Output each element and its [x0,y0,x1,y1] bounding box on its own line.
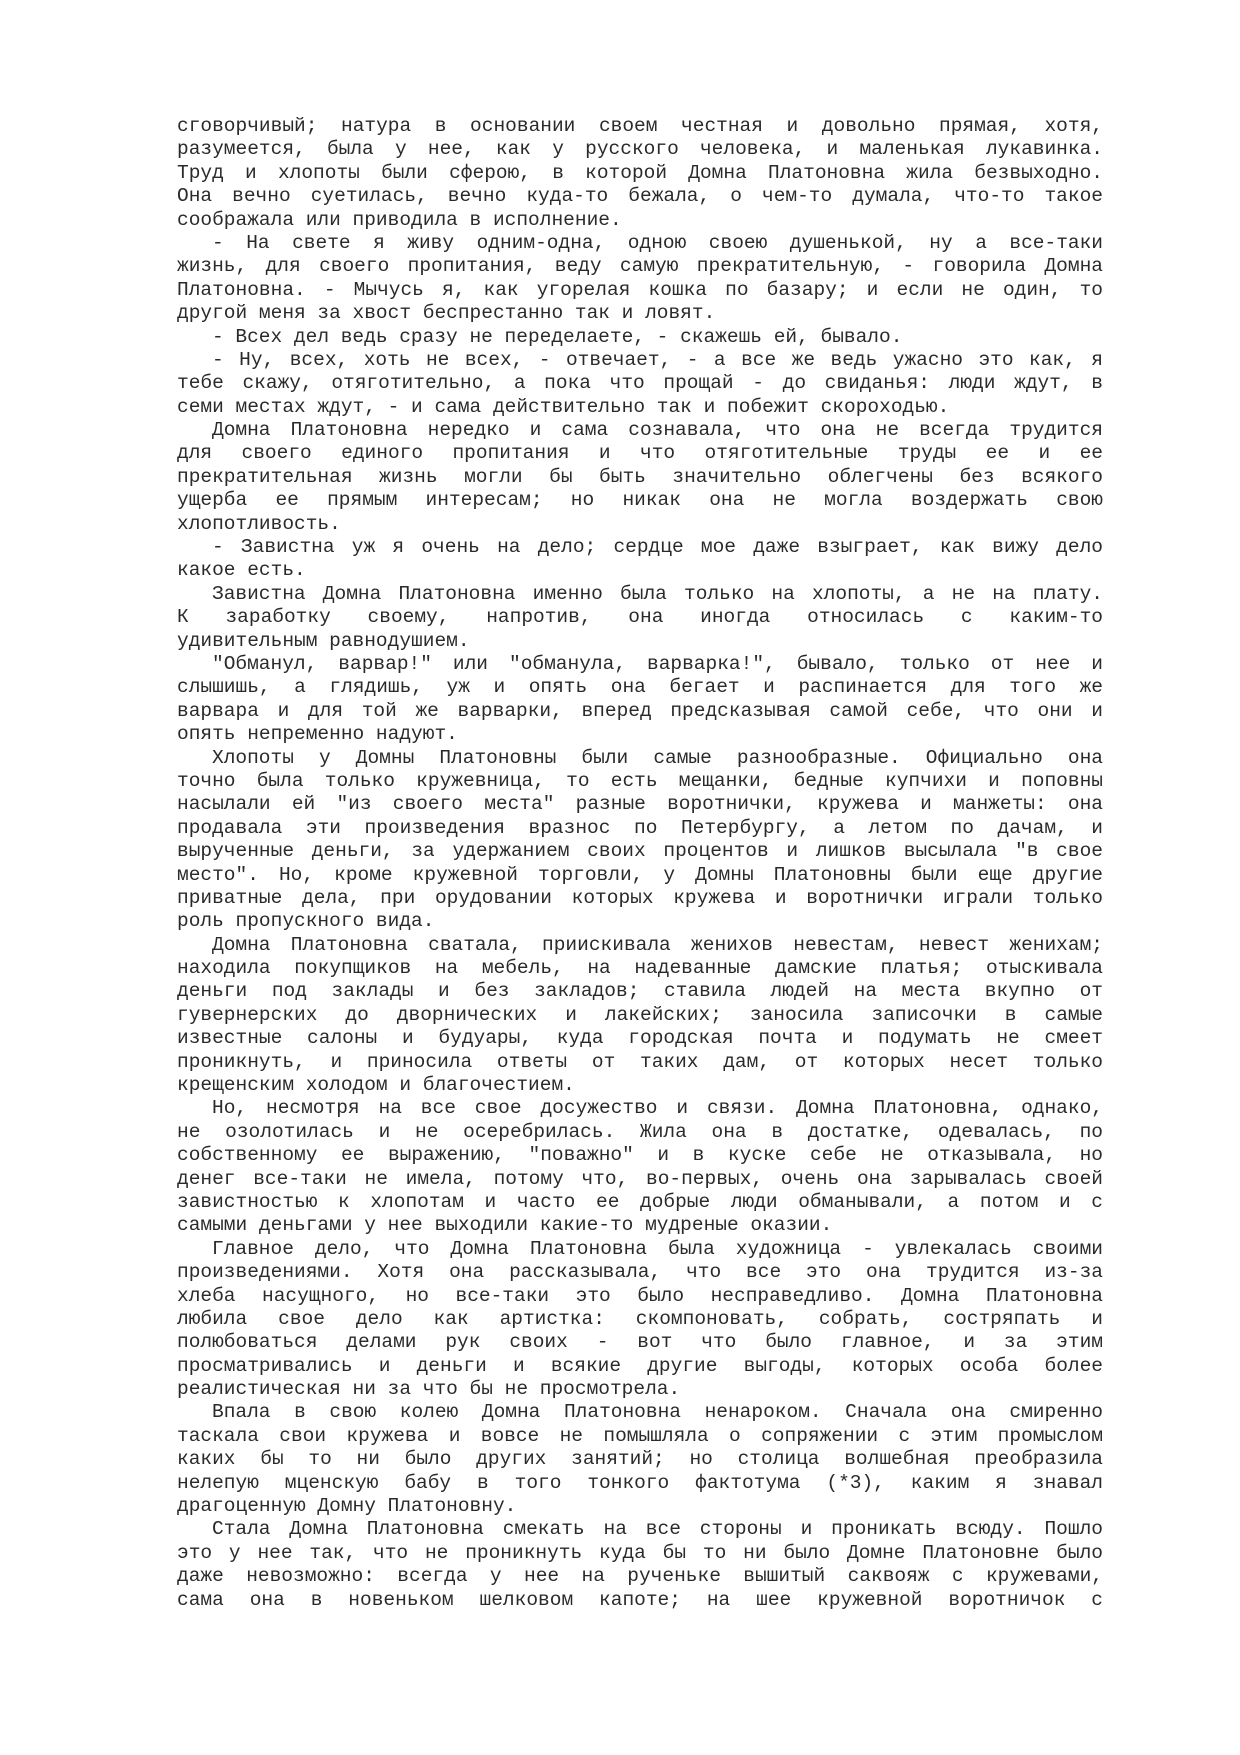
text-line: таскала свои кружева и вовсе не помышляла о сопряжении с этим промыслом [177,1424,1103,1447]
text-line: Впала в свою колею Домна Платоновна ненароком. Сначала она смиренно [212,1401,1103,1424]
text-line: Домна Платоновна сватала, приискивала женихов невестам, невест женихам; [212,933,1103,956]
text-line: крещенским холодом и благочестием. [177,1074,575,1097]
text-line: сговорчивый; натура в основании своем честная и довольно прямая, хотя, [177,115,1103,137]
text-line: роль пропускного вида. [177,910,435,933]
text-line: - Всех дел ведь сразу не переделаете, - скажешь ей, бывало. [212,325,903,348]
text-line: разумеется, была у нее, как у русского человека, и маленькая лукавинка. [177,138,1103,161]
text-line: приватные дела, при орудовании которых кружева и воротнички играли только [177,886,1103,909]
text-line: продавала эти произведения вразнос по Петербургу, а летом по дачам, и [177,816,1103,839]
text-line: варвара и для той же варварки, вперед предсказывая самой себе, что они и [177,699,1103,722]
text-line: соображала или приводила в исполнение. [177,208,622,231]
text-line: Завистна Домна Платоновна именно была только на хлопоты, а не на плату. [212,582,1103,605]
text-line: Главное дело, что Домна Платоновна была художница - увлекалась своими [212,1237,1103,1260]
text-line: известные салоны и будуары, куда городская почта и подумать не смеет [177,1027,1103,1050]
text-line: прекратительная жизнь могли бы быть значительно облегчены без всякого [177,465,1103,488]
text-line: это у нее так, что не проникнуть куда бы то ни было Домне Платоновне было [177,1541,1103,1564]
text-line: произведениями. Хотя она рассказывала, что все это она трудится из-за [177,1261,1103,1284]
text-line: насылали ей "из своего места" разные воротнички, кружева и манжеты: она [177,793,1103,816]
text-line: К заработку своему, напротив, она иногда относилась с каким-то [177,606,1103,629]
text-line: какое есть. [177,559,306,582]
text-line: - Ну, всех, хоть не всех, - отвечает, - а все же ведь ужасно это как, я [212,348,1103,371]
text-line: удивительным равнодушием. [177,629,470,652]
text-line: Но, несмотря на все свое досужество и связи. Домна Платоновна, однако, [212,1097,1103,1120]
text-line: просматривались и деньги и всякие другие выгоды, которых особа более [177,1354,1103,1377]
text-line: Стала Домна Платоновна смекать на все стороны и проникать всюду. Пошло [212,1518,1103,1541]
text-line: семи местах ждут, - и сама действительно так и побежит скороходью. [177,395,950,418]
text-line: собственному ее выражению, "поважно" и в куске себе не отказывала, но [177,1144,1103,1167]
text-body [177,115,1103,1612]
text-line: место". Но, кроме кружевной торговли, у Домны Платоновны были еще другие [177,863,1103,886]
text-line: опять непременно надуют. [177,723,458,746]
text-line: проникнуть, и приносила ответы от таких дам, от которых несет только [177,1050,1103,1073]
text-line: для своего единого пропитания и что отяготительные труды ее и ее [177,442,1103,465]
text-line: хлеба насущного, но все-таки это было несправедливо. Домна Платоновна [177,1284,1103,1307]
text-line: реалистическая ни за что бы не просмотрела. [177,1378,681,1401]
text-line: Хлопоты у Домны Платоновны были самые разнообразные. Официально она [212,746,1103,769]
text-line: драгоценную Домну Платоновну. [177,1495,517,1518]
text-line: полюбоваться делами рук своих - вот что было главное, и за этим [177,1331,1103,1354]
text-line: находила покупщиков на мебель, на надеванные дамские платья; отыскивала [177,957,1103,980]
text-line: Она вечно суетилась, вечно куда-то бежала, о чем-то думала, что-то такое [177,185,1103,208]
text-line: деньги под заклады и без закладов; ставила людей на места вкупно от [177,980,1103,1003]
text-line: сама она в новеньком шелковом капоте; на шее кружевной воротничок с [177,1588,1103,1611]
text-line: - Завистна уж я очень на дело; сердце мое даже взыграет, как вижу дело [212,536,1103,559]
text-line: точно была только кружевница, то есть мещанки, бедные купчихи и поповны [177,769,1103,792]
text-line: Труд и хлопоты были сферою, в которой Домна Платоновна жила безвыходно. [177,161,1103,184]
text-line: самыми деньгами у нее выходили какие-то мудреные оказии. [177,1214,833,1237]
text-line: Домна Платоновна нередко и сама сознавала, что она не всегда трудится [212,419,1103,442]
text-line: другой меня за хвост беспрестанно так и ловят. [177,302,716,325]
text-line: любила свое дело как артистка: скомпоновать, собрать, состряпать и [177,1307,1103,1330]
text-line: гувернерских до дворнических и лакейских; заносила записочки в самые [177,1003,1103,1026]
text-line: Платоновна. - Мычусь я, как угорелая кошка по базару; и если не один, то [177,278,1103,301]
text-line: вырученные деньги, за удержанием своих процентов и лишков высылала "в свое [177,840,1103,863]
text-line: каких бы то ни было других занятий; но столица волшебная преобразила [177,1448,1103,1471]
text-line: - На свете я живу одним-одна, одною своею душенькой, ну а все-таки [212,231,1103,254]
text-line: тебе скажу, отяготительно, а пока что прощай - до свиданья: люди ждут, в [177,372,1103,395]
text-line: слышишь, а глядишь, уж и опять она бегает и распинается для того же [177,676,1103,699]
text-line: "Обманул, варвар!" или "обманула, варварка!", бывало, только от нее и [212,652,1103,675]
text-line: не озолотилась и не осеребрилась. Жила она в достатке, одевалась, по [177,1120,1103,1143]
text-line: хлопотливость. [177,512,341,535]
text-line: нелепую мценскую бабу в того тонкого фактотума (*3), каким я знавал [177,1471,1103,1494]
text-line: ущерба ее прямым интересам; но никак она не могла воздержать свою [177,489,1103,512]
text-line: завистностью к хлопотам и часто ее добрые люди обманывали, а потом и с [177,1190,1103,1213]
text-line: даже невозможно: всегда у нее на рученьке вышитый саквояж с кружевами, [177,1565,1103,1588]
text-line: жизнь, для своего пропитания, веду самую прекратительную, - говорила Домна [177,255,1103,278]
text-line: денег все-таки не имела, потому что, во-первых, очень она зарывалась своей [177,1167,1103,1190]
